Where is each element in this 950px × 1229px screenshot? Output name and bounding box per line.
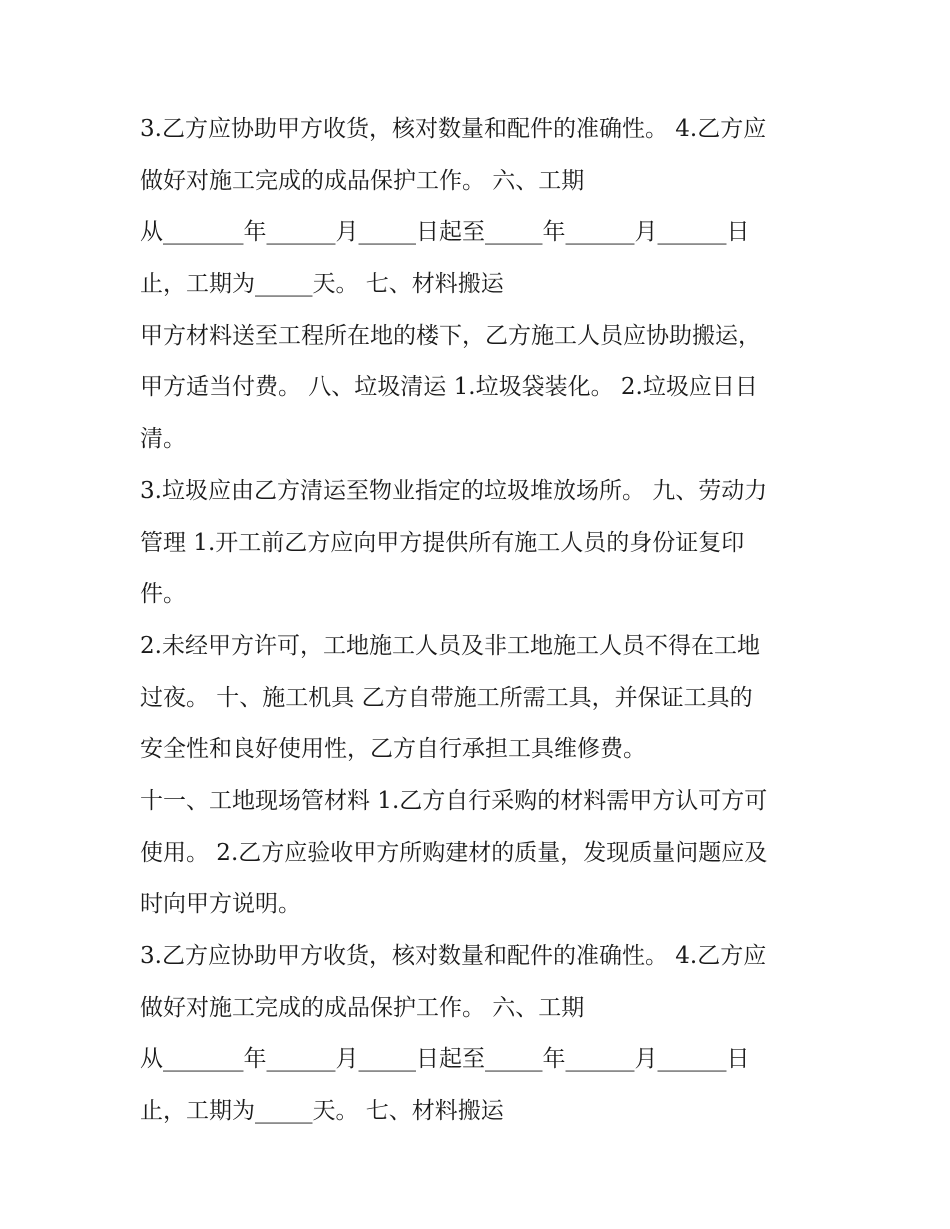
text-line: 十一、工地现场管材料 1.乙方自行采购的材料需甲方认可方可 <box>140 787 768 814</box>
text-line: 做好对施工完成的成品保护工作。 六、工期 <box>140 994 585 1021</box>
text-line: 使用。 2.乙方应验收甲方所购建材的质量，发现质量问题应及 <box>140 839 768 866</box>
text-line: 清。 <box>140 426 186 453</box>
text-line: 2.未经甲方许可，工地施工人员及非工地施工人员不得在工地 <box>140 632 760 659</box>
text-line: 件。 <box>140 581 186 608</box>
text-line: 3.垃圾应由乙方清运至物业指定的垃圾堆放场所。 九、劳动力 <box>140 477 768 504</box>
document-body <box>140 104 820 1138</box>
text-line: 甲方适当付费。 八、垃圾清运 1.垃圾袋装化。 2.垃圾应日日 <box>140 374 758 401</box>
text-line: 做好对施工完成的成品保护工作。 六、工期 <box>140 167 585 194</box>
text-line: 从_______年______月_____日起至_____年______月______日 <box>140 219 750 246</box>
text-line: 3.乙方应协助甲方收货，核对数量和配件的准确性。 4.乙方应 <box>140 943 767 969</box>
text-line: 过夜。 十、施工机具 乙方自带施工所需工具，并保证工具的 <box>140 684 753 711</box>
text-line: 从_______年______月_____日起至_____年______月______日 <box>140 1046 750 1073</box>
text-line: 安全性和良好使用性，乙方自行承担工具维修费。 <box>140 736 646 763</box>
text-line: 管理 1.开工前乙方应向甲方提供所有施工人员的身份证复印 <box>140 529 745 556</box>
text-line: 甲方材料送至工程所在地的楼下，乙方施工人员应协助搬运， <box>140 322 761 349</box>
text-line: 时向甲方说明。 <box>140 891 301 918</box>
text-line: 止，工期为_____天。 七、材料搬运 <box>140 1098 504 1125</box>
text-line: 3.乙方应协助甲方收货，核对数量和配件的准确性。 4.乙方应 <box>140 116 767 142</box>
text-line: 止，工期为_____天。 七、材料搬运 <box>140 271 504 298</box>
